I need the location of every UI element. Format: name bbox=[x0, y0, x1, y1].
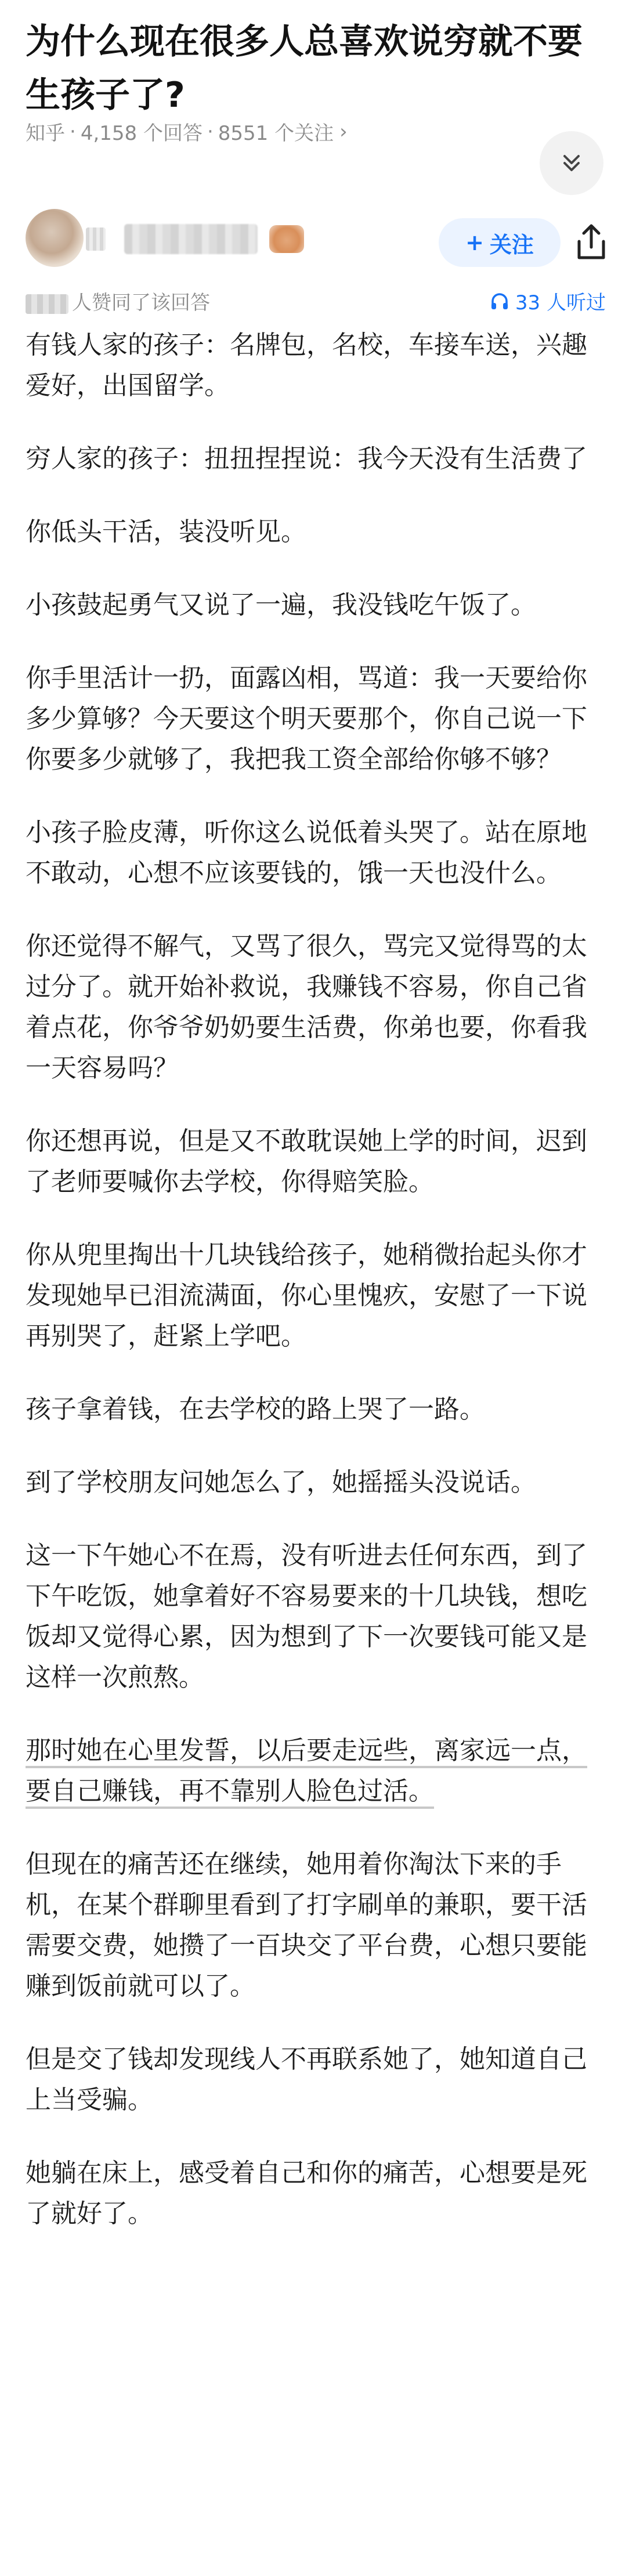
author-row bbox=[26, 204, 606, 274]
double-chevron-down-icon bbox=[559, 150, 584, 176]
meta-separator: · bbox=[207, 120, 214, 143]
share-button[interactable] bbox=[571, 222, 612, 263]
paragraph: 但现在的痛苦还在继续，她用着你淘汰下来的手机，在某个群聊里看到了打字刷单的兼职，要干活需要交费，她攒了一百块交了平台费，心想只要能赚到饭前就可以了。 bbox=[26, 1849, 587, 2001]
follow-button[interactable] bbox=[439, 218, 561, 267]
collapse-button[interactable] bbox=[540, 131, 603, 195]
paragraph: 穷人家的孩子：扭扭捏捏说：我今天没有生活费了 bbox=[26, 444, 587, 474]
answer-content bbox=[26, 325, 606, 2267]
paragraph: 你手里活计一扔，面露凶相，骂道：我一天要给你多少算够？今天要这个明天要那个，你自己说一下你要多少就够了，我把我工资全部给你够不够？ bbox=[26, 663, 587, 774]
paragraph: 到了学校朋友问她怎么了，她摇摇头没说话。 bbox=[26, 1468, 536, 1497]
share-icon bbox=[571, 222, 612, 263]
plus-icon: + bbox=[465, 230, 484, 255]
underlined-text: 那时她在心里发誓，以后要走远些，离家远一点，要自己赚钱，再不靠别人脸色过活。 bbox=[26, 1736, 587, 1806]
follower-count: 8551 个关注 bbox=[218, 122, 334, 145]
paragraph: 你还想再说，但是又不敢耽误她上学的时间，迟到了老师要喊你去学校，你得赔笑脸。 bbox=[26, 1126, 587, 1197]
headphones-icon bbox=[490, 291, 509, 311]
paragraph: 小孩鼓起勇气又说了一遍，我没钱吃午饭了。 bbox=[26, 590, 536, 620]
follow-label: 关注 bbox=[489, 232, 534, 258]
listen-button[interactable] bbox=[490, 287, 606, 315]
source-label: 知乎 bbox=[26, 122, 65, 145]
agree-count-blurred bbox=[26, 294, 68, 314]
avatar[interactable] bbox=[26, 209, 84, 267]
answer-meta-row bbox=[26, 287, 606, 316]
paragraph: 但是交了钱却发现线人不再联系她了，她知道自己上当受骗。 bbox=[26, 2044, 587, 2115]
paragraph: 小孩子脸皮薄，听你这么说低着头哭了。站在原地不敢动，心想不应该要钱的，饿一天也没什么。 bbox=[26, 818, 587, 888]
question-meta[interactable] bbox=[26, 117, 348, 146]
meta-separator: · bbox=[70, 120, 76, 143]
paragraph-underlined bbox=[26, 1730, 606, 1812]
author-badge-blurred bbox=[269, 225, 304, 253]
answer-count: 4,158 个回答 bbox=[80, 122, 203, 145]
paragraph: 你低头干活，装没听见。 bbox=[26, 517, 306, 547]
paragraph: 她躺在床上，感受着自己和你的痛苦，心想要是死了就好了。 bbox=[26, 2158, 587, 2228]
paragraph: 你从兜里掏出十几块钱给孩子，她稍微抬起头你才发现她早已泪流满面，你心里愧疚，安慰了一下说再别哭了，赶紧上学吧。 bbox=[26, 1240, 587, 1351]
avatar-decoration bbox=[86, 227, 106, 251]
paragraph: 这一下午她心不在焉，没有听进去任何东西，到了下午吃饭，她拿着好不容易要来的十几块钱，想吃饭却又觉得心累，因为想到了下一次要钱可能又是这样一次煎熬。 bbox=[26, 1541, 587, 1692]
agree-text: 人赞同了该回答 bbox=[72, 291, 210, 315]
listen-count: 33 人听过 bbox=[515, 291, 606, 315]
paragraph: 孩子拿着钱，在去学校的路上哭了一路。 bbox=[26, 1394, 485, 1424]
paragraph: 有钱人家的孩子：名牌包，名校，车接车送，兴趣爱好，出国留学。 bbox=[26, 330, 587, 400]
question-title[interactable]: 为什么现在很多人总喜欢说穷就不要生孩子了? bbox=[26, 21, 583, 115]
chevron-right-icon: › bbox=[339, 120, 348, 143]
author-name-blurred[interactable] bbox=[124, 224, 258, 254]
paragraph: 你还觉得不解气，又骂了很久，骂完又觉得骂的太过分了。就开始补救说，我赚钱不容易，你自己省着点花，你爷爷奶奶要生活费，你弟也要，你看我一天容易吗？ bbox=[26, 931, 587, 1083]
